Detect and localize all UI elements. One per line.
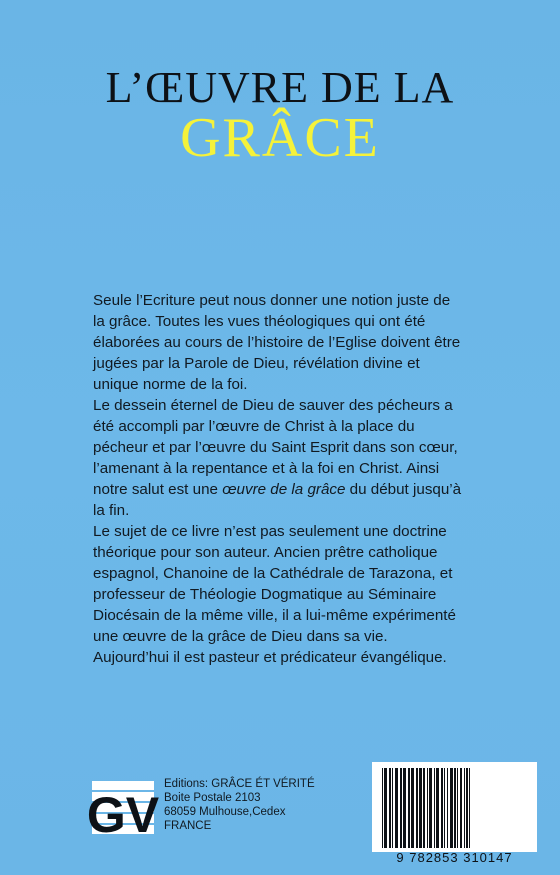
publisher-logo-icon (86, 777, 160, 847)
paragraph-2-text-a: Le dessein éternel de Dieu de sauver des pécheurs a été accompli par l’œuvre de Christ à la place du pécheur et par l’œuvre du Saint Esprit dans son cœur, l’amenant à la repentance et à la foi en Christ. Ainsi notre salut est une (93, 397, 458, 498)
publisher-name: Editions: GRÂCE ÉT VÉRITÉ (164, 778, 315, 790)
publisher-city: 68059 Mulhouse,Cedex (164, 806, 286, 818)
logo-letters: GV (86, 787, 160, 843)
paragraph-3: Le sujet de ce livre n’est pas seulement une doctrine théorique pour son auteur. Ancien prêtre catholique espagnol, Chanoine de la Cathédrale de Tarazona, et professeur de Théologie Dogmatique au Séminaire Diocésain de la même ville, il a lui-même expérimenté une œuvre de la grâce de Dieu dans sa vie. Aujourd’hui il est pasteur et prédicateur évangélique. (93, 523, 456, 666)
publisher-po-box: Boite Postale 2103 (164, 792, 261, 804)
paragraph-2 (93, 395, 463, 521)
title-line-2: GRÂCE (180, 107, 380, 169)
publisher-address (164, 777, 315, 833)
publisher-country: FRANCE (164, 820, 212, 832)
paragraph-2-emphasis: œuvre de la grâce (222, 481, 346, 498)
paragraph-2-text-b: du début jusqu’à la fin. (93, 481, 462, 519)
barcode (372, 762, 537, 854)
barcode-digits: 9 782853 310147 (396, 850, 513, 865)
title-line-1: L’ŒUVRE DE LA (105, 63, 455, 112)
paragraph-1: Seule l’Ecriture peut nous donner une notion juste de la grâce. Toutes les vues théologiques qui ont été élaborées au cours de l’histoire de l’Eglise doivent être jugées par la Parole de Dieu, révélation divine et unique norme de la foi. (93, 292, 461, 393)
